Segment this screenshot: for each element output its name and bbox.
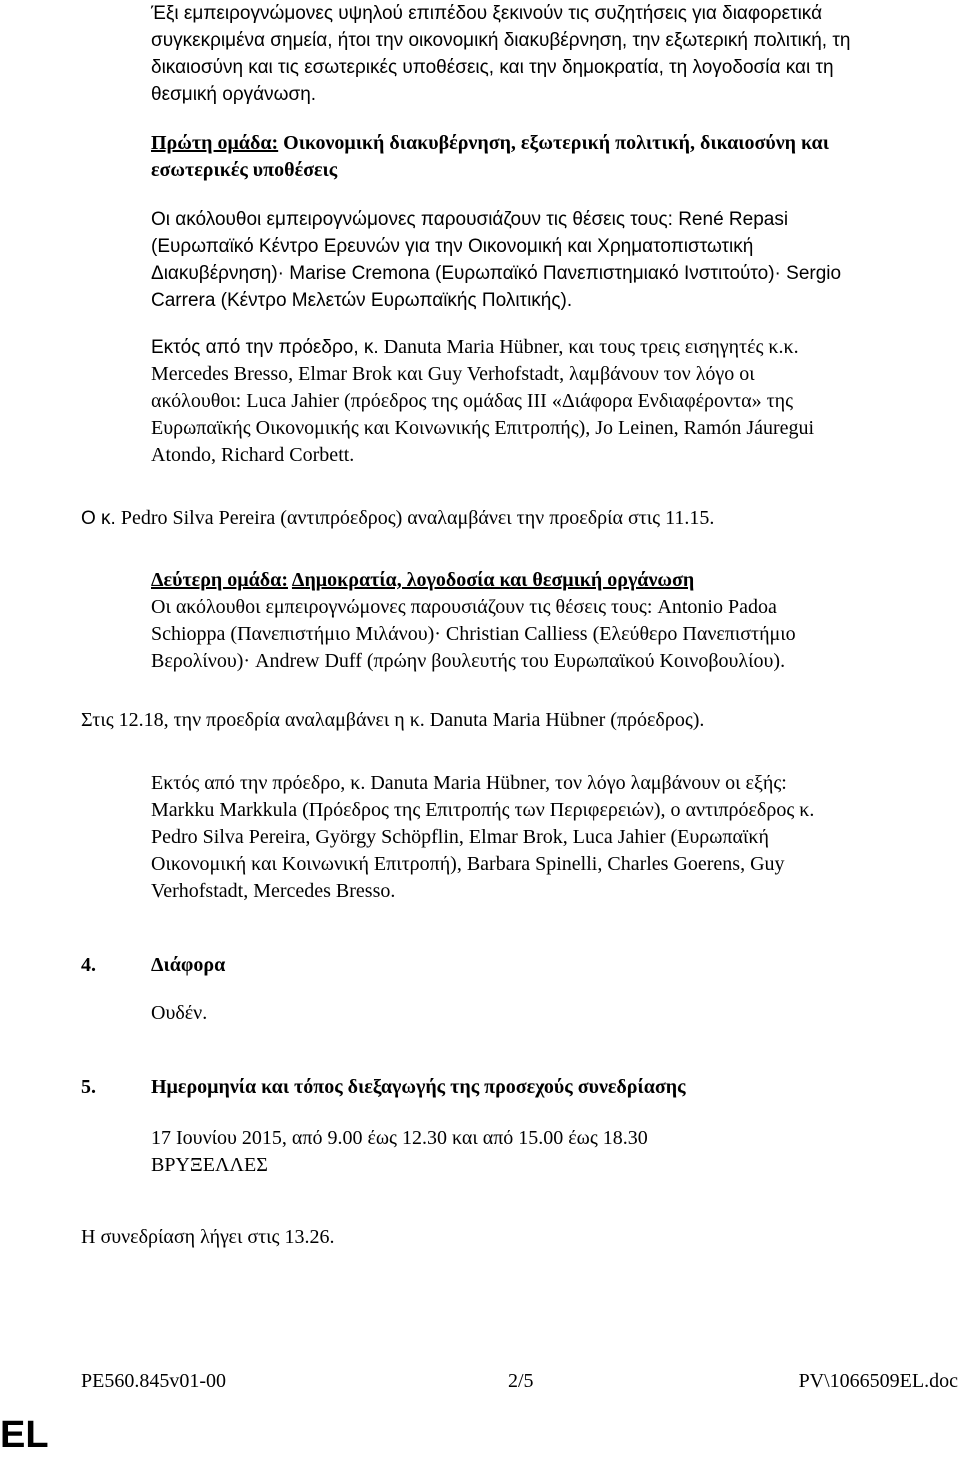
- group2-speakers-line: Pedro Silva Pereira, György Schöpflin, Elmar Brok, Luca Jahier (Ευρωπαϊκή: [151, 826, 769, 848]
- chair-change-1: [81, 505, 714, 532]
- group2-experts-line: Οι ακόλουθοι εμπειρογνώμονες παρουσιάζουν τις θέσεις τους: Antonio Padoa: [151, 596, 777, 618]
- group1-speakers: [151, 334, 814, 469]
- intro-line: θεσμική οργάνωση.: [151, 84, 317, 105]
- item4-title: Διάφορα: [151, 954, 226, 976]
- footer-page-number: 2/5: [508, 1370, 534, 1392]
- intro-line: δικαιοσύνη και τις εσωτερικές υποθέσεις, και την δημοκρατία, τη λογοδοσία και τη: [151, 57, 834, 78]
- group1-speakers-line: ακόλουθοι: Luca Jahier (πρόεδρος της ομάδας ΙΙΙ «Διάφορα Ενδιαφέροντα» της: [151, 390, 794, 412]
- chair-change-1-text: Pedro Silva Pereira (αντιπρόεδρος) αναλαμβάνει την προεδρία στις 11.15.: [115, 507, 715, 529]
- group1-speakers-line: Mercedes Bresso, Elmar Brok και Guy Verhofstadt, λαμβάνουν τον λόγο οι: [151, 363, 755, 385]
- group2-speakers-line: Markku Markkula (Πρόεδρος της Επιτροπής των Περιφερειών), ο αντιπρόεδρος κ.: [151, 799, 815, 821]
- group1-speakers-intro-rest: Danuta Maria Hübner, και τους τρεις εισηγητές κ.κ.: [378, 336, 799, 358]
- group2-heading-label: Δεύτερη ομάδα:: [151, 569, 288, 591]
- group2-heading: [151, 567, 694, 594]
- group2-heading-rest: Δημοκρατία, λογοδοσία και θεσμική οργάνωση: [291, 569, 695, 591]
- group1-heading-label: Πρώτη ομάδα:: [151, 132, 279, 154]
- item4-number: 4.: [81, 954, 96, 976]
- group1-heading: [151, 130, 829, 184]
- group1-heading-rest: Οικονομική διακυβέρνηση, εξωτερική πολιτική, δικαιοσύνη και: [278, 132, 829, 154]
- group1-heading-line2: εσωτερικές υποθέσεις: [151, 159, 338, 181]
- group1-speakers-line: Atondo, Richard Corbett.: [151, 444, 355, 466]
- group2-speakers-line: Verhofstadt, Mercedes Bresso.: [151, 880, 396, 902]
- group2-experts-line: Βερολίνου)· Andrew Duff (πρώην βουλευτής του Ευρωπαϊκού Κοινοβουλίου).: [151, 650, 786, 672]
- chair-change-1-prefix: Ο κ.: [81, 508, 116, 529]
- group1-experts-line: (Ευρωπαϊκό Κέντρο Ερευνών για την Οικονομική και Χρηματοπιστωτική: [151, 236, 754, 257]
- group1-experts-line: Οι ακόλουθοι εμπειρογνώμονες παρουσιάζουν τις θέσεις τους: René Repasi: [151, 209, 789, 230]
- language-code: EL: [0, 1414, 49, 1456]
- item5-number: 5.: [81, 1076, 96, 1098]
- footer-doc-ref: PE560.845v01-00: [81, 1370, 226, 1392]
- chair-change-2: [81, 707, 704, 734]
- group2-speakers: [151, 770, 814, 905]
- item4-body: Ουδέν.: [151, 1002, 208, 1024]
- group2-experts-line: Schioppa (Πανεπιστήμιο Μιλάνου)· Christian Calliess (Ελεύθερο Πανεπιστήμιο: [151, 623, 796, 645]
- intro-line: συγκεκριμένα σημεία, ήτοι την οικονομική διακυβέρνηση, την εξωτερική πολιτική, τη: [151, 30, 851, 51]
- group1-experts: [151, 206, 841, 314]
- item5-date: 17 Ιουνίου 2015, από 9.00 έως 12.30 και από 15.00 έως 18.30: [151, 1127, 648, 1149]
- group1-experts-line: Διακυβέρνηση)· Marise Cremona (Ευρωπαϊκό Πανεπιστημιακό Ινστιτούτο)· Sergio: [151, 263, 842, 284]
- footer-file-ref: PV\1066509EL.doc: [798, 1370, 958, 1392]
- group1-speakers-line: Ευρωπαϊκής Οικονομικής και Κοινωνικής Επιτροπής), Jo Leinen, Ramón Jáuregui: [151, 417, 815, 439]
- item5-title: Ημερομηνία και τόπος διεξαγωγής της προσεχούς συνεδρίασης: [151, 1076, 686, 1098]
- intro-line: Έξι εμπειρογνώμονες υψηλού επιπέδου ξεκινούν τις συζητήσεις για διαφορετικά: [151, 3, 823, 24]
- chair-change-2-text: Στις 12.18, την προεδρία αναλαμβάνει η κ. Danuta Maria Hübner (πρόεδρος).: [81, 709, 705, 731]
- group2-speakers-line: Εκτός από την πρόεδρο, κ. Danuta Maria Hübner, τον λόγο λαμβάνουν οι εξής:: [151, 772, 787, 794]
- item5-details: [151, 1125, 648, 1179]
- group1-experts-line: Carrera (Κέντρο Μελετών Ευρωπαϊκής Πολιτικής).: [151, 290, 573, 311]
- group2-experts: [151, 594, 796, 675]
- item5-place: ΒΡΥΞΕΛΛΕΣ: [151, 1154, 268, 1176]
- intro-paragraph: [151, 0, 850, 108]
- closing-line: Η συνεδρίαση λήγει στις 13.26.: [81, 1226, 335, 1248]
- group2-speakers-line: Οικονομική και Κοινωνική Επιτροπή), Barbara Spinelli, Charles Goerens, Guy: [151, 853, 785, 875]
- group1-speakers-intro: Εκτός από την πρόεδρο, κ.: [151, 337, 379, 358]
